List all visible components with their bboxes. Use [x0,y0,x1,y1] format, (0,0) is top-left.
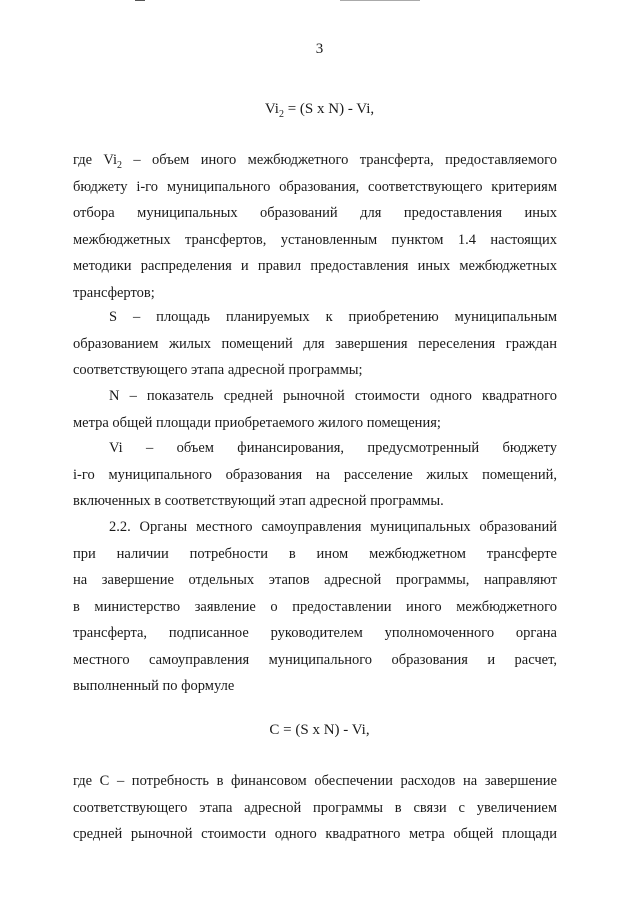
formula-vi2-lhs: Vi [264,101,279,117]
section-2-2-line-4: в министерство заявление о предоставлении иного межбюджетного [73,598,557,615]
definition-vi2-line-5: методики распределения и правил предоставления иных межбюджетных [73,258,557,274]
definition-s-line-1: S – площадь планируемых к приобретению муниципальным [109,309,557,325]
definition-vi2-line-4: межбюджетных трансфертов, установленным пунктом 1.4 настоящих [73,231,557,248]
definition-vi2 [73,147,557,306]
definition-vi2-line-1: где $Vi_2$ – объем иного межбюджетного трансферта, предоставляемого [73,152,557,171]
definition-c-line-1: где C – потребность в финансовом обеспечении расходов на завершение [73,773,557,789]
section-2-2-line-2: при наличии потребности в ином межбюджетном трансферте [73,545,557,562]
formula-vi2 [0,99,639,119]
formula-vi2-rhs: = (S x N) - Vi, [283,101,375,117]
definition-vi2-line-6: трансфертов; [73,284,155,301]
scan-artifact-top-right [340,0,420,1]
definition-s-line-2: образованием жилых помещений для завершения переселения граждан [73,335,557,352]
definition-vi [73,435,557,515]
definition-vi2-line-3: отбора муниципальных образований для предоставления иных [73,205,557,221]
definition-vi-line-3: включенных в соответствующий этап адресной программы. [73,493,444,509]
formula-vi2-subscript: 2 [278,109,284,120]
formula-c: C = (S x N) - Vi, [269,722,370,738]
section-2-2-line-7: выполненный по формуле [73,678,235,694]
section-2-2-line-6: местного самоуправления муниципального образования и расчет, [73,651,557,668]
definition-n-line-2: метра общей площади приобретаемого жилого помещения; [73,414,441,431]
page-number: 3 [315,41,324,57]
section-2-2-line-3: на завершение отдельных этапов адресной программы, направляют [73,572,557,588]
definition-n [73,383,557,436]
definition-c-line-3: средней рыночной стоимости одного квадратного метра общей площади [73,826,557,842]
scan-artifact-top [135,0,145,1]
definition-c [73,768,557,848]
definition-vi-line-2: i-го муниципального образования на расселение жилых помещений, [73,466,557,483]
section-2-2-line-1: 2.2. Органы местного самоуправления муниципальных образований [109,519,557,535]
section-2-2 [73,514,557,700]
section-2-2-line-5: трансферта, подписанное руководителем уполномоченного органа [73,625,557,641]
definition-n-line-1: N – показатель средней рыночной стоимости одного квадратного [109,388,557,404]
definition-vi-line-1: Vi – объем финансирования, предусмотренный бюджету [109,440,557,456]
definition-c-line-2: соответствующего этапа адресной программы в связи с увеличением [73,799,557,816]
definition-s-line-3: соответствующего этапа адресной программы; [73,362,363,378]
definition-vi2-line-2: бюджету i-го муниципального образования, соответствующего критериям [73,178,557,195]
definition-s [73,304,557,384]
